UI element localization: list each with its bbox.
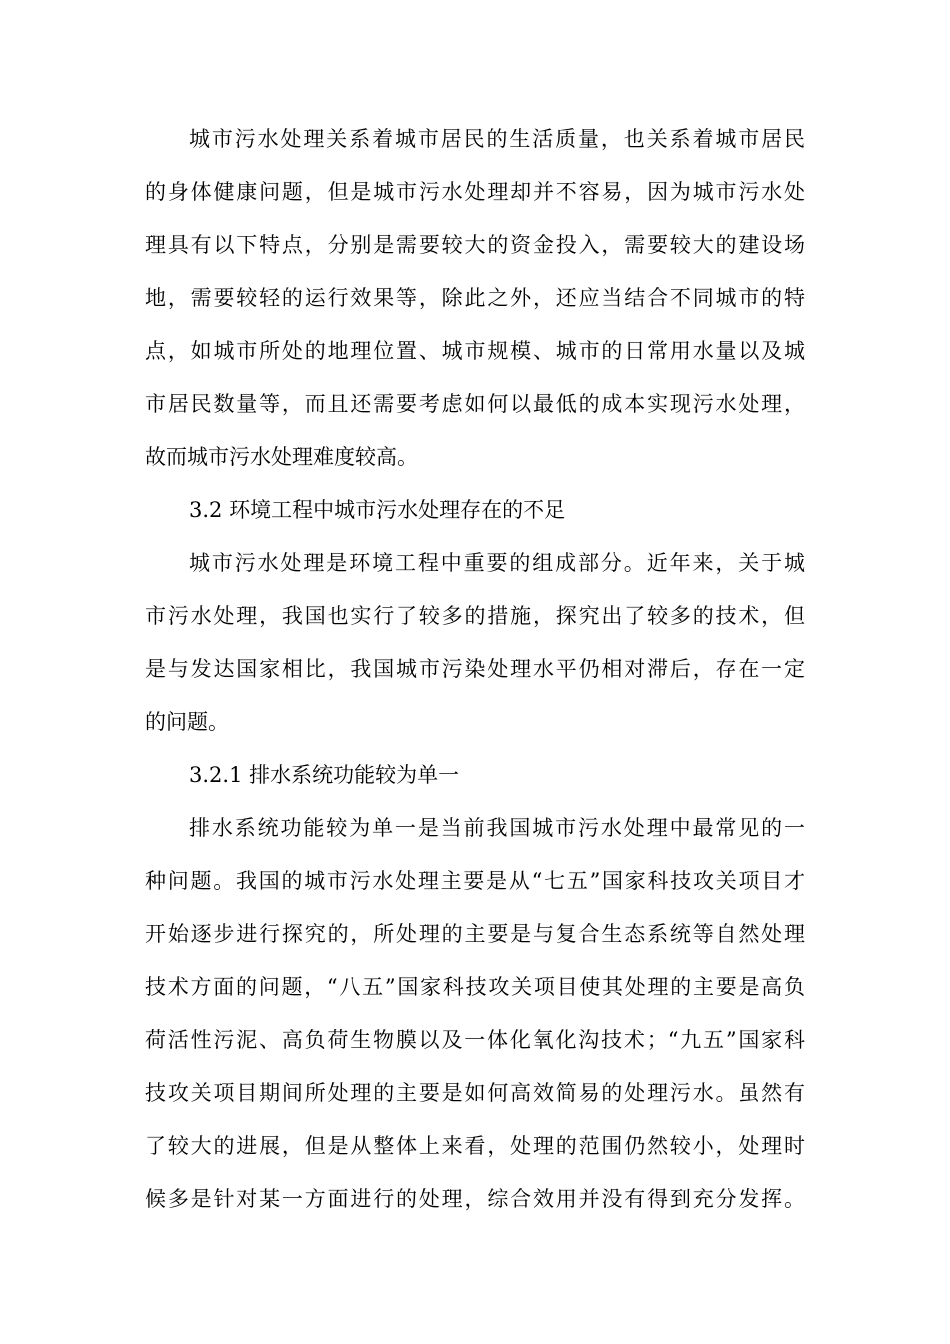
section-heading-3-2-1: 3.2.1 排水系统功能较为单一 [189, 763, 460, 787]
text-line: 荷活性污泥、高负荷生物膜以及一体化氧化沟技术；“九五”国家科 [145, 1028, 805, 1052]
text-line: 是与发达国家相比，我国城市污染处理水平仍相对滞后，存在一定 [145, 657, 805, 681]
text-line: 城市污水处理是环境工程中重要的组成部分。近年来，关于城 [189, 551, 805, 575]
text-line: 了较大的进展，但是从整体上来看，处理的范围仍然较小，处理时 [145, 1134, 805, 1158]
text-line: 技术方面的问题，“八五”国家科技攻关项目使其处理的主要是高负 [145, 975, 805, 999]
text-line: 点，如城市所处的地理位置、城市规模、城市的日常用水量以及城 [145, 339, 805, 363]
text-line: 开始逐步进行探究的，所处理的主要是与复合生态系统等自然处理 [145, 922, 805, 946]
text-line: 地，需要较轻的运行效果等，除此之外，还应当结合不同城市的特 [145, 286, 805, 310]
text-line: 的身体健康问题，但是城市污水处理却并不容易，因为城市污水处 [145, 180, 805, 204]
text-line: 候多是针对某一方面进行的处理，综合效用并没有得到充分发挥。 [145, 1187, 805, 1211]
text-line: 市污水处理，我国也实行了较多的措施，探究出了较多的技术，但 [145, 604, 805, 628]
text-line: 种问题。我国的城市污水处理主要是从“七五”国家科技攻关项目才 [145, 869, 805, 893]
text-line: 理具有以下特点，分别是需要较大的资金投入，需要较大的建设场 [145, 233, 805, 257]
section-heading-3-2: 3.2 环境工程中城市污水处理存在的不足 [189, 498, 566, 522]
text-line: 技攻关项目期间所处理的主要是如何高效简易的处理污水。虽然有 [145, 1081, 805, 1105]
text-line: 故而城市污水处理难度较高。 [145, 445, 418, 469]
text-line: 的问题。 [145, 710, 229, 734]
text-line: 市居民数量等，而且还需要考虑如何以最低的成本实现污水处理， [145, 392, 805, 416]
text-line: 城市污水处理关系着城市居民的生活质量，也关系着城市居民 [189, 127, 805, 151]
text-line: 排水系统功能较为单一是当前我国城市污水处理中最常见的一 [189, 816, 805, 840]
